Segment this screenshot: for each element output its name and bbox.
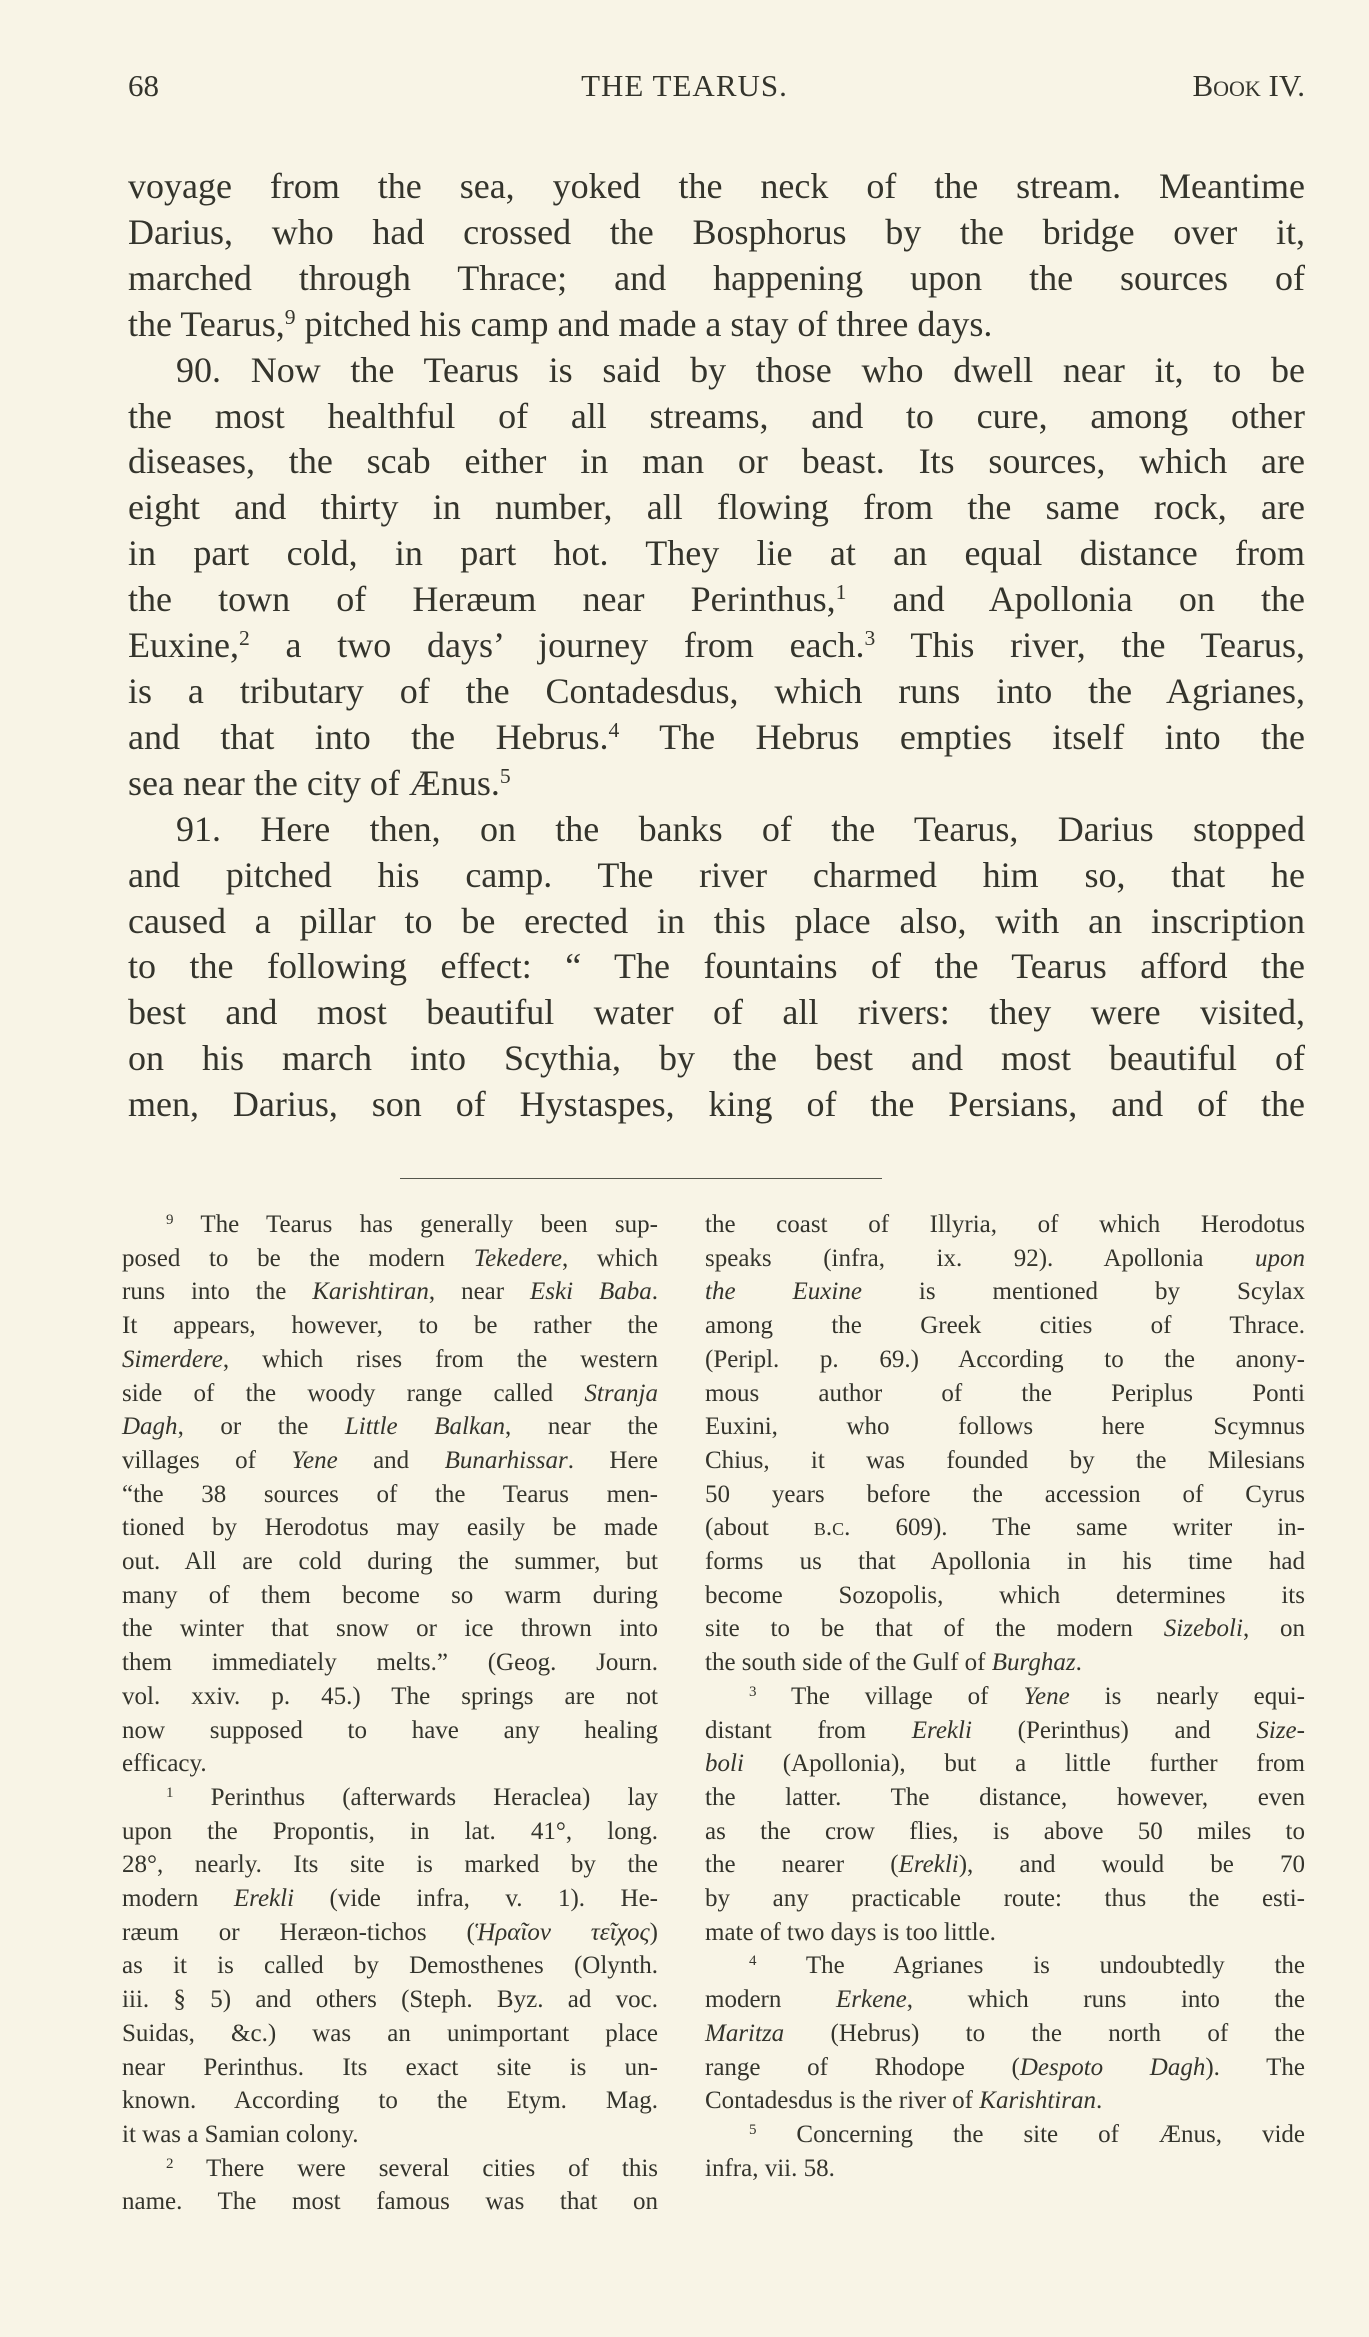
text-run: is a tributary of the Contadesdus, which runs into the Agrianes, (128, 670, 1305, 711)
footnote (122, 2152, 658, 2219)
text-line (122, 1309, 658, 1343)
paragraph (128, 807, 1305, 1128)
text-line (705, 2017, 1305, 2051)
text-line (705, 1680, 1305, 1714)
italic-run: boli (705, 1750, 744, 1778)
text-run: . (1095, 2087, 1103, 2115)
footnote-ref: 3 (864, 626, 876, 651)
text-line (122, 1983, 658, 2017)
footnote (705, 1949, 1305, 2118)
text-line (122, 1848, 658, 1882)
text-run: as the crow flies, is above 50 miles to (705, 1817, 1305, 1845)
italic-run: Maritza (705, 2019, 785, 2047)
footnote-ref: 5 (499, 763, 511, 788)
footnotes-right-column (705, 1208, 1305, 2185)
text-run: and Apollonia on the (846, 579, 1305, 620)
text-run: them immediately melts.” (Geog. Journ. (122, 1649, 658, 1677)
text-run: a two days’ journey from each. (249, 625, 865, 666)
text-line (705, 1781, 1305, 1815)
text-run: 28°, nearly. Its site is marked by the (122, 1851, 658, 1879)
text-line (122, 1410, 658, 1444)
text-line (122, 2118, 658, 2152)
text-run: sea near the city of Ænus. (128, 762, 500, 803)
text-run: (vide infra, v. 1). He- (294, 1885, 658, 1913)
text-line (705, 1848, 1305, 1882)
text-line (122, 1949, 658, 1983)
text-line (122, 1747, 658, 1781)
small-caps-run: b.c. (813, 1514, 851, 1542)
italic-run: Simerdere (122, 1345, 223, 1373)
text-line (705, 1545, 1305, 1579)
text-line (705, 1208, 1305, 1242)
text-line (122, 2051, 658, 2085)
text-run: (Peripl. p. 69.) According to the anony- (705, 1345, 1305, 1373)
text-run: by any practicable route: thus the esti- (705, 1885, 1305, 1913)
text-run: There were several cities of this (173, 2154, 658, 2182)
text-line (122, 2017, 658, 2051)
footnote (122, 1208, 658, 1781)
text-run: 91. Here then, on the banks of the Tearus, Darius stopped (176, 808, 1305, 849)
italic-run: Burghaz (991, 1649, 1076, 1677)
text-run: the town of Heræum near Perinthus, (128, 579, 836, 620)
italic-run: Little Balkan (344, 1413, 506, 1441)
text-run: “the 38 sources of the Tearus men- (122, 1480, 658, 1508)
text-run: the south side of the Gulf of (705, 1649, 992, 1677)
text-line (705, 1747, 1305, 1781)
text-run: (Hebrus) to the north of the (784, 2019, 1305, 2047)
italic-run: Yene (1023, 1682, 1070, 1710)
text-run: , near (428, 1278, 531, 1306)
text-run: pitched his camp and made a stay of three days. (295, 303, 993, 344)
text-run: name. The most famous was that on (122, 2188, 658, 2216)
text-run: it was a Samian colony. (122, 2120, 359, 2148)
text-run: out. All are cold during the summer, but (122, 1548, 658, 1576)
text-run: iii. § 5) and others (Steph. Byz. ad voc. (122, 1986, 658, 2014)
text-line (128, 853, 1305, 899)
footnote (705, 1680, 1305, 1950)
text-run: This river, the Tearus, (875, 625, 1305, 666)
footnote (122, 1781, 658, 2152)
text-run: is mentioned by Scylax (861, 1278, 1306, 1306)
text-line (122, 2152, 658, 2186)
footnote-ref: 4 (749, 1953, 757, 1970)
footnote-ref: 5 (749, 2121, 757, 2138)
text-line (705, 1410, 1305, 1444)
text-run: become Sozopolis, which determines its (705, 1581, 1305, 1609)
text-run: speaks (infra, ix. 92). Apollonia (705, 1244, 1255, 1272)
text-run: The Agrianes is undoubtedly the (756, 1952, 1305, 1980)
text-line (122, 1511, 658, 1545)
text-run: The village of (756, 1682, 1024, 1710)
italic-run: Dagh (122, 1413, 178, 1441)
text-line (122, 1275, 658, 1309)
text-line (128, 348, 1305, 394)
text-run: ) (649, 1918, 658, 1946)
italic-run: the Euxine (705, 1278, 862, 1306)
text-run: ræum or Heræon-tichos ( (122, 1918, 475, 1946)
text-line (705, 1511, 1305, 1545)
text-line (705, 1983, 1305, 2017)
footnote-ref: 9 (284, 304, 296, 329)
text-run: voyage from the sea, yoked the neck of the stream. Meantime (128, 166, 1305, 206)
text-run: 609). The same writer in- (850, 1514, 1305, 1542)
text-run: mate of two days is too little. (705, 1918, 996, 1946)
text-line (705, 1579, 1305, 1613)
text-run: diseases, the scab either in man or beast. Its sources, which are (128, 441, 1305, 482)
text-run: Perinthus (afterwards Heraclea) lay (173, 1783, 658, 1811)
text-line (122, 1478, 658, 1512)
text-run: , on (1242, 1615, 1306, 1643)
text-run: (about (705, 1514, 814, 1542)
italic-run: upon (1255, 1244, 1305, 1272)
text-line (705, 1242, 1305, 1276)
text-run: and (337, 1446, 445, 1474)
text-line (122, 1646, 658, 1680)
text-run: posed to be the modern (122, 1244, 474, 1272)
text-line (705, 1309, 1305, 1343)
footnote-ref: 1 (835, 580, 847, 605)
italic-run: Despoto Dagh (1019, 2053, 1206, 2081)
text-run: the most healthful of all streams, and to cure, among other (128, 395, 1305, 436)
text-run: Darius, who had crossed the Bosphorus by the bridge over it, (128, 211, 1305, 252)
text-run: infra, vii. 58. (705, 2154, 835, 2182)
text-run: modern (122, 1885, 234, 1913)
italic-run: Karishtiran (312, 1278, 429, 1306)
text-line (122, 1242, 658, 1276)
text-run: known. According to the Etym. Mag. (122, 2087, 658, 2115)
text-line (122, 1579, 658, 1613)
text-line (705, 1478, 1305, 1512)
text-line (128, 899, 1305, 945)
italic-run: Erekli (911, 1716, 972, 1744)
text-run: the nearer ( (705, 1851, 899, 1879)
text-run: marched through Thrace; and happening upon the sources of (128, 257, 1305, 298)
text-run: vol. xxiv. p. 45.) The springs are not (122, 1682, 658, 1710)
text-run: the Tearus, (128, 303, 285, 344)
footnote-ref: 2 (238, 626, 250, 651)
text-line (705, 1646, 1305, 1680)
footnotes-left-column (122, 1208, 658, 2219)
text-run: . (651, 1278, 658, 1306)
text-line (128, 302, 1305, 348)
italic-run: Eski Baba (530, 1278, 652, 1306)
text-line (705, 1882, 1305, 1916)
italic-run: Erekli (898, 1851, 959, 1879)
text-line (122, 1680, 658, 1714)
text-run: the winter that snow or ice thrown into (122, 1615, 658, 1643)
text-line (128, 256, 1305, 302)
footnote (705, 1208, 1305, 1680)
text-line (705, 1343, 1305, 1377)
italic-run: Ἡραῖον τεῖχος (474, 1918, 650, 1946)
text-run: The Tearus has generally been sup- (173, 1211, 658, 1238)
text-run: on his march into Scythia, by the best and most beautiful of (128, 1038, 1305, 1079)
text-line (128, 1082, 1305, 1128)
text-run: now supposed to have any healing (122, 1716, 658, 1744)
text-run: site to be that of the modern (705, 1615, 1164, 1643)
text-run: upon the Propontis, in lat. 41°, long. (122, 1817, 658, 1845)
text-run: among the Greek cities of Thrace. (705, 1312, 1305, 1340)
text-run: distant from (705, 1716, 912, 1744)
text-line (705, 1444, 1305, 1478)
text-line (705, 2152, 1305, 2186)
italic-run: Erekli (233, 1885, 295, 1913)
running-title: THE TEARUS. (581, 68, 788, 103)
text-run: 90. Now the Tearus is said by those who dwell near it, to be (176, 349, 1305, 390)
text-line (128, 1036, 1305, 1082)
italic-run: Karishtiran (979, 2087, 1096, 2115)
text-line (122, 1815, 658, 1849)
text-run: The Hebrus empties itself into the (619, 716, 1306, 757)
text-line (122, 2185, 658, 2219)
text-run: Suidas, &c.) was an unimportant place (122, 2019, 658, 2047)
text-line (128, 990, 1305, 1036)
text-run: (Perinthus) and (971, 1716, 1257, 1744)
italic-run: Erkene (835, 1986, 907, 2014)
text-line (705, 2051, 1305, 2085)
footnote (705, 2118, 1305, 2185)
text-run: It appears, however, to be rather the (122, 1312, 658, 1340)
text-run: many of them become so warm during (122, 1581, 658, 1609)
text-run: Concerning the site of Ænus, vide (756, 2120, 1305, 2148)
text-line (122, 1208, 658, 1242)
footnote-ref: 9 (166, 1211, 174, 1228)
text-line (122, 1444, 658, 1478)
text-run: men, Darius, son of Hystaspes, king of the Persians, and of the (128, 1084, 1305, 1125)
text-run: ), and would be 70 (958, 1851, 1305, 1879)
text-line (122, 1343, 658, 1377)
text-run: . Here (567, 1446, 658, 1474)
text-line (128, 807, 1305, 853)
text-run: and pitched his camp. The river charmed him so, that he (128, 854, 1305, 895)
footnote-ref: 3 (749, 1683, 757, 1700)
text-run: 50 years before the accession of Cyrus (705, 1480, 1305, 1508)
text-line (128, 623, 1305, 669)
footnote-ref: 1 (166, 1784, 174, 1801)
text-line (122, 2084, 658, 2118)
paragraph (128, 164, 1305, 348)
text-line (122, 1545, 658, 1579)
text-line (705, 2118, 1305, 2152)
text-line (122, 1612, 658, 1646)
text-run: forms us that Apollonia in his time had (705, 1548, 1305, 1576)
text-run: Chius, it was founded by the Milesians (705, 1446, 1305, 1474)
footnote-divider (400, 1178, 882, 1179)
text-run: . (1075, 1649, 1082, 1677)
text-line (128, 715, 1305, 761)
text-run: as it is called by Demosthenes (Olynth. (122, 1952, 658, 1980)
text-run: runs into the (122, 1278, 313, 1306)
text-line (705, 1275, 1305, 1309)
text-run: efficacy. (122, 1750, 207, 1778)
text-line (122, 1377, 658, 1411)
main-text (128, 164, 1305, 1128)
text-line (128, 439, 1305, 485)
footnote-ref: 2 (166, 2155, 174, 2172)
text-run: and that into the Hebrus. (128, 716, 609, 757)
text-run: mous author of the Periplus Ponti (705, 1379, 1305, 1407)
text-line (122, 1781, 658, 1815)
text-run: in part cold, in part hot. They lie at an equal distance from (128, 533, 1305, 574)
text-run: , or the (177, 1413, 345, 1441)
text-run: modern (705, 1986, 836, 2014)
page-number: 68 (128, 68, 159, 103)
text-run: , which runs into the (906, 1986, 1305, 2014)
italic-run: Size- (1256, 1716, 1305, 1744)
text-run: Contadesdus is the river of (705, 2087, 980, 2115)
text-run: the coast of Illyria, of which Herodotus (705, 1211, 1305, 1238)
text-line (705, 1916, 1305, 1950)
text-line (705, 1377, 1305, 1411)
book-label: Book IV. (1192, 68, 1305, 103)
text-run: ). The (1205, 2053, 1305, 2081)
text-run: (Apollonia), but a little further from (743, 1750, 1305, 1778)
text-line (705, 1714, 1305, 1748)
text-line (122, 1714, 658, 1748)
text-line (705, 1949, 1305, 1983)
italic-run: Bunarhissar (444, 1446, 568, 1474)
text-run: side of the woody range called (122, 1379, 585, 1407)
text-run: , near the (505, 1413, 658, 1441)
text-run: best and most beautiful water of all rivers: they were visited, (128, 992, 1305, 1033)
text-line (128, 164, 1305, 210)
text-run: to the following effect: “ The fountains of the Tearus afford the (128, 946, 1305, 987)
italic-run: Yene (291, 1446, 338, 1474)
italic-run: Sizeboli (1163, 1615, 1243, 1643)
text-line (705, 1612, 1305, 1646)
text-run: range of Rhodope ( (705, 2053, 1020, 2081)
text-line (705, 1815, 1305, 1849)
text-line (128, 669, 1305, 715)
text-line (128, 394, 1305, 440)
text-line (128, 531, 1305, 577)
text-line (128, 944, 1305, 990)
text-run: near Perinthus. Its exact site is un- (122, 2053, 658, 2081)
text-run: , which (561, 1244, 658, 1272)
footnote-ref: 4 (608, 718, 620, 742)
text-run: is nearly equi- (1069, 1682, 1305, 1710)
text-run: Euxine, (128, 625, 239, 666)
text-line (128, 210, 1305, 256)
text-run: , which rises from the western (222, 1345, 658, 1373)
text-run: caused a pillar to be erected in this place also, with an inscription (128, 900, 1305, 941)
italic-run: Stranja (584, 1379, 658, 1407)
text-run: the latter. The distance, however, even (705, 1783, 1305, 1811)
text-run: tioned by Herodotus may easily be made (122, 1514, 658, 1542)
paragraph (128, 348, 1305, 807)
text-line (128, 485, 1305, 531)
italic-run: Tekedere (473, 1244, 562, 1272)
text-line (128, 577, 1305, 623)
text-run: villages of (122, 1446, 292, 1474)
text-line (122, 1882, 658, 1916)
text-run: Euxini, who follows here Scymnus (705, 1413, 1305, 1441)
text-line (122, 1916, 658, 1950)
text-line (128, 761, 1305, 807)
text-run: eight and thirty in number, all flowing from the same rock, are (128, 487, 1305, 528)
text-line (705, 2084, 1305, 2118)
